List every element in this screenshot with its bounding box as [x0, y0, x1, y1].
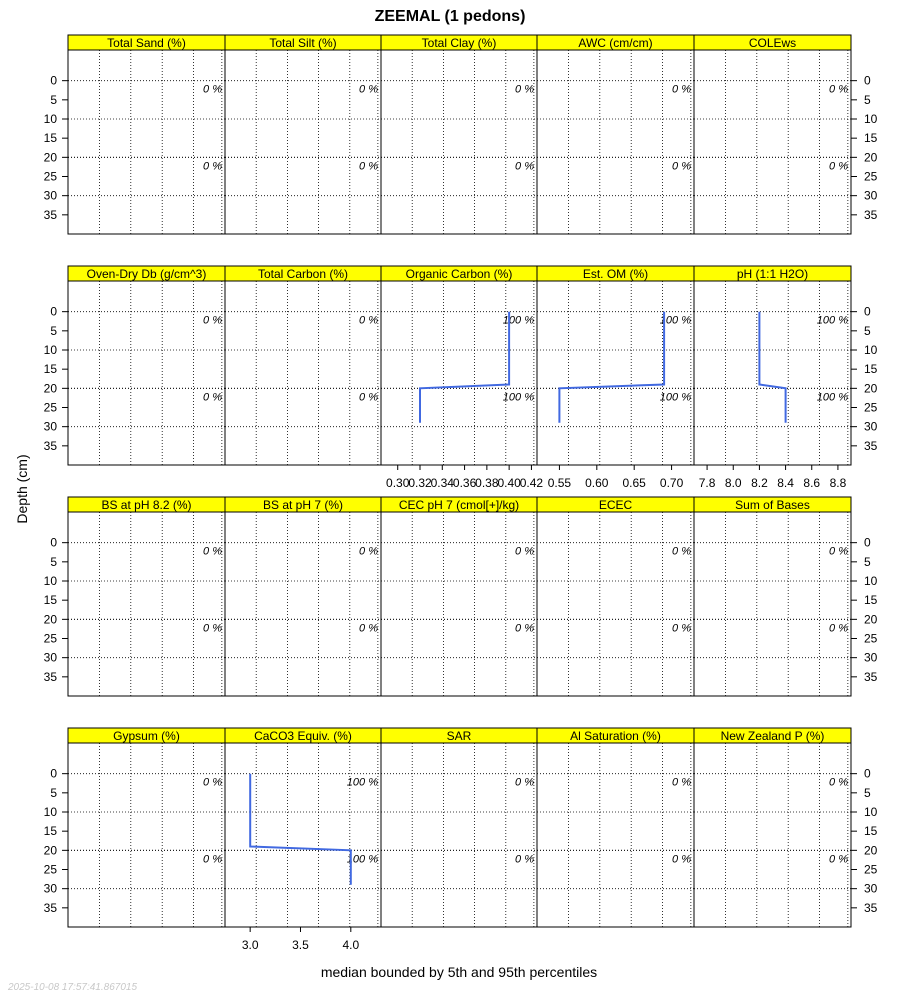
percent-label: 0 %: [515, 622, 534, 635]
panel-strip-label: Oven-Dry Db (g/cm^3): [86, 267, 207, 281]
panel-14: [694, 497, 851, 696]
panel-frame: [225, 50, 381, 234]
y-tick-label-left: 10: [43, 112, 57, 126]
panel-row-0: [44, 74, 878, 222]
x-tick-label: 8.0: [724, 476, 742, 490]
panel-frame: [68, 50, 225, 234]
percent-label: 100 %: [502, 314, 534, 327]
percent-label: 0 %: [203, 83, 222, 96]
x-tick-label: 0.55: [547, 476, 572, 490]
panel-frame: [537, 512, 694, 696]
percent-label: 100 %: [346, 776, 378, 789]
x-tick-label: 4.0: [342, 938, 360, 952]
y-tick-label-right: 35: [864, 669, 878, 684]
y-tick-label-right: 10: [864, 112, 878, 126]
panel-strip-label: Sum of Bases: [735, 498, 810, 512]
x-tick-label: 0.38: [475, 476, 499, 490]
panel-3: [537, 35, 694, 234]
y-tick-label-right: 0: [864, 766, 871, 781]
x-tick-label: 0.40: [497, 476, 521, 490]
y-tick-label-right: 5: [864, 554, 871, 569]
y-tick-label-left: 25: [43, 862, 57, 877]
percent-label: 0 %: [672, 545, 691, 558]
x-tick-label: 8.4: [777, 476, 794, 490]
panel-12: [381, 497, 537, 696]
panel-5: [68, 266, 225, 465]
percent-label: 0 %: [829, 776, 848, 789]
panel-10: [68, 497, 225, 696]
y-tick-label-right: 15: [864, 593, 878, 608]
panel-frame: [381, 512, 537, 696]
panel-frame: [225, 512, 381, 696]
panel-strip-label: BS at pH 7 (%): [262, 498, 344, 512]
x-tick-label: 7.8: [698, 476, 716, 490]
panel-frame: [225, 743, 381, 927]
y-tick-label-left: 5: [50, 785, 57, 800]
y-tick-label-right: 15: [864, 131, 878, 146]
percent-label: 100 %: [502, 391, 534, 404]
panel-strip-label: AWC (cm/cm): [578, 36, 653, 50]
x-axis-title: median bounded by 5th and 95th percentiles: [320, 964, 598, 980]
y-tick-label-left: 15: [43, 593, 57, 608]
y-tick-label-left: 35: [43, 669, 57, 684]
panel-strip-label: New Zealand P (%): [720, 729, 825, 743]
y-tick-label-left: 20: [43, 612, 57, 627]
y-tick-label-right: 25: [864, 862, 878, 877]
percent-label: 0 %: [203, 545, 222, 558]
percent-label: 0 %: [203, 314, 222, 327]
y-tick-label-left: 25: [43, 169, 57, 184]
y-tick-label-left: 0: [50, 766, 57, 781]
y-tick-label-left: 30: [43, 881, 57, 896]
panel-frame: [694, 281, 851, 465]
percent-label: 0 %: [203, 622, 222, 635]
median-depth-line: [759, 312, 785, 423]
x-tick-label: 0.34: [430, 476, 454, 490]
y-tick-label-left: 35: [43, 900, 57, 915]
x-tick-label: 0.36: [452, 476, 477, 490]
y-tick-label-left: 10: [43, 574, 57, 588]
panel-frame: [68, 281, 225, 465]
percent-label: 100 %: [659, 314, 691, 327]
panel-frame: [694, 512, 851, 696]
panel-frame: [537, 281, 694, 465]
panel-frame: [381, 743, 537, 927]
panel-19: [694, 728, 851, 927]
y-tick-label-right: 5: [864, 785, 871, 800]
percent-label: 0 %: [515, 776, 534, 789]
panel-frame: [68, 512, 225, 696]
panel-strip-label: ECEC: [598, 498, 633, 512]
panel-strip-label: BS at pH 8.2 (%): [101, 498, 192, 512]
percent-label: 0 %: [829, 160, 848, 173]
x-tick-label: 0.65: [622, 476, 646, 490]
y-tick-label-right: 0: [864, 304, 871, 319]
panel-row-2: [44, 536, 878, 684]
panel-strip-label: CEC pH 7 (cmol[+]/kg): [398, 498, 520, 512]
panel-strip-label: Organic Carbon (%): [405, 267, 513, 281]
y-tick-label-right: 20: [864, 843, 878, 858]
percent-label: 0 %: [359, 622, 378, 635]
percent-label: 100 %: [346, 853, 378, 866]
panel-15: [68, 728, 225, 927]
y-tick-label-right: 30: [864, 881, 878, 896]
panel-frame: [694, 743, 851, 927]
x-tick-label: 0.32: [408, 476, 432, 490]
y-tick-label-right: 35: [864, 207, 878, 222]
percent-label: 0 %: [359, 314, 378, 327]
panel-strip-label: CaCO3 Equiv. (%): [254, 729, 352, 743]
percent-label: 0 %: [672, 622, 691, 635]
y-tick-label-right: 15: [864, 824, 878, 839]
y-tick-label-left: 0: [50, 73, 57, 88]
y-tick-label-right: 35: [864, 900, 878, 915]
y-tick-label-left: 10: [43, 343, 57, 357]
y-tick-label-left: 20: [43, 381, 57, 396]
y-tick-label-right: 0: [864, 73, 871, 88]
percent-label: 0 %: [359, 545, 378, 558]
panel-strip-label: Total Carbon (%): [257, 267, 349, 281]
timestamp-label: 2025-10-08 17:57:41.867015: [8, 982, 138, 993]
x-tick-label: 8.6: [803, 476, 821, 490]
panel-row-1: [44, 305, 878, 453]
x-tick-label: 3.5: [292, 938, 309, 952]
percent-label: 0 %: [829, 83, 848, 96]
y-tick-label-right: 20: [864, 381, 878, 396]
panel-2: [381, 35, 537, 234]
y-tick-label-right: 5: [864, 92, 871, 107]
panel-frame: [537, 50, 694, 234]
y-tick-label-left: 30: [43, 419, 57, 434]
panel-row-3: [44, 767, 878, 915]
y-tick-label-right: 30: [864, 419, 878, 434]
y-tick-label-right: 25: [864, 631, 878, 646]
y-tick-label-left: 20: [43, 843, 57, 858]
y-axis-title: Depth (cm): [14, 454, 30, 524]
percent-label: 0 %: [515, 545, 534, 558]
percent-label: 0 %: [829, 622, 848, 635]
y-tick-label-right: 10: [864, 343, 878, 357]
y-tick-label-left: 5: [50, 554, 57, 569]
panel-11: [225, 497, 381, 696]
y-tick-label-left: 35: [43, 438, 57, 453]
y-tick-label-left: 30: [43, 188, 57, 203]
panel-8: [537, 266, 694, 490]
panel-frame: [381, 281, 537, 465]
y-tick-label-left: 15: [43, 131, 57, 146]
x-tick-label: 0.60: [585, 476, 609, 490]
panel-frame: [694, 50, 851, 234]
y-tick-label-left: 0: [50, 304, 57, 319]
percent-label: 0 %: [672, 83, 691, 96]
percent-label: 0 %: [672, 776, 691, 789]
median-depth-line: [250, 774, 351, 885]
y-tick-label-left: 30: [43, 650, 57, 665]
y-tick-label-left: 25: [43, 400, 57, 415]
panel-1: [225, 35, 381, 234]
median-depth-line: [559, 312, 664, 423]
percent-label: 0 %: [203, 391, 222, 404]
percent-label: 0 %: [829, 545, 848, 558]
y-tick-label-right: 35: [864, 438, 878, 453]
percent-label: 0 %: [359, 391, 378, 404]
y-tick-label-right: 10: [864, 805, 878, 819]
panel-9: [694, 266, 851, 490]
panel-13: [537, 497, 694, 696]
panel-6: [225, 266, 381, 465]
median-depth-line: [420, 312, 509, 423]
percent-label: 0 %: [359, 160, 378, 173]
y-tick-label-left: 20: [43, 150, 57, 165]
x-tick-label: 0.30: [386, 476, 410, 490]
percent-label: 0 %: [203, 160, 222, 173]
panel-4: [694, 35, 851, 234]
percent-label: 0 %: [829, 853, 848, 866]
percent-label: 0 %: [515, 160, 534, 173]
panel-frame: [68, 743, 225, 927]
y-tick-label-right: 20: [864, 612, 878, 627]
y-tick-label-right: 30: [864, 188, 878, 203]
y-tick-label-right: 0: [864, 535, 871, 550]
y-tick-label-right: 25: [864, 400, 878, 415]
x-tick-label: 0.42: [519, 476, 544, 490]
y-tick-label-right: 5: [864, 323, 871, 338]
panel-frame: [225, 281, 381, 465]
panel-grid: [44, 35, 878, 952]
panel-frame: [537, 743, 694, 927]
y-tick-label-left: 0: [50, 535, 57, 550]
panel-strip-label: Total Sand (%): [107, 36, 186, 50]
y-tick-label-left: 5: [50, 323, 57, 338]
percent-label: 0 %: [672, 160, 691, 173]
y-tick-label-right: 20: [864, 150, 878, 165]
panel-strip-label: Est. OM (%): [582, 267, 649, 281]
panel-strip-label: Total Silt (%): [269, 36, 337, 50]
percent-label: 0 %: [203, 776, 222, 789]
x-tick-label: 3.0: [241, 938, 259, 952]
y-tick-label-right: 30: [864, 650, 878, 665]
percent-label: 0 %: [515, 83, 534, 96]
panel-strip-label: Al Saturation (%): [570, 729, 661, 743]
percent-label: 0 %: [203, 853, 222, 866]
x-tick-label: 8.8: [829, 476, 847, 490]
panel-18: [537, 728, 694, 927]
panel-frame: [381, 50, 537, 234]
y-tick-label-left: 35: [43, 207, 57, 222]
x-tick-label: 0.70: [659, 476, 684, 490]
y-tick-label-right: 15: [864, 362, 878, 377]
y-tick-label-left: 15: [43, 824, 57, 839]
percent-label: 100 %: [816, 391, 848, 404]
panel-16: [225, 728, 381, 952]
x-tick-label: 8.2: [751, 476, 768, 490]
panel-strip-label: pH (1:1 H2O): [736, 267, 809, 281]
panel-strip-label: Total Clay (%): [421, 36, 497, 50]
panel-7: [381, 266, 543, 490]
panel-0: [68, 35, 225, 234]
y-tick-label-left: 5: [50, 92, 57, 107]
y-tick-label-left: 10: [43, 805, 57, 819]
panel-strip-label: Gypsum (%): [113, 729, 180, 743]
y-tick-label-right: 25: [864, 169, 878, 184]
panel-strip-label: SAR: [446, 729, 472, 743]
chart-title: ZEEMAL (1 pedons): [374, 8, 526, 25]
panel-strip-label: COLEws: [748, 36, 797, 50]
percent-label: 100 %: [659, 391, 691, 404]
percent-label: 100 %: [816, 314, 848, 327]
percent-label: 0 %: [359, 83, 378, 96]
percent-label: 0 %: [515, 853, 534, 866]
y-tick-label-right: 10: [864, 574, 878, 588]
panel-17: [381, 728, 537, 927]
percent-label: 0 %: [672, 853, 691, 866]
y-tick-label-left: 25: [43, 631, 57, 646]
y-tick-label-left: 15: [43, 362, 57, 377]
